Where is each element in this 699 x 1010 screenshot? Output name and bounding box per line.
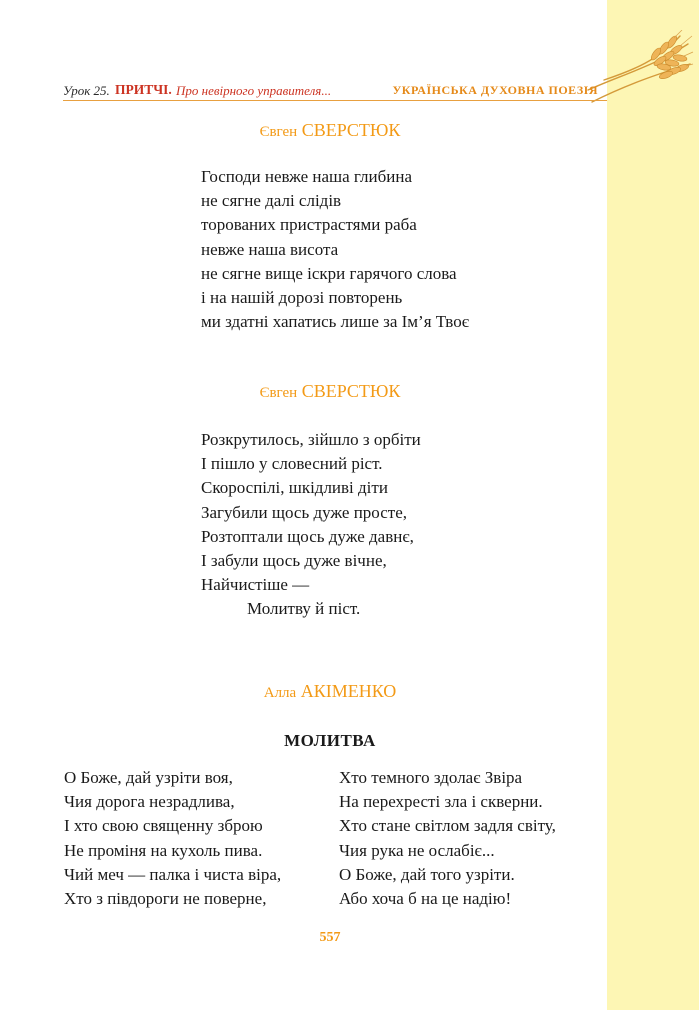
- author-last-name: АКІМЕНКО: [300, 681, 397, 701]
- poem-line: Господи невже наша глибина: [201, 167, 413, 186]
- poem-text: [201, 165, 469, 334]
- poem-line: Розтоптали щось дуже давнє,: [201, 526, 414, 546]
- poem-left-column: [64, 766, 281, 911]
- author-last-name: СВЕРСТЮК: [301, 381, 401, 401]
- author-last-name: СВЕРСТЮК: [301, 120, 401, 140]
- poem-line: О Боже, дай того узріти.: [339, 864, 515, 884]
- poem-line: не сягне далі слідів: [201, 191, 342, 211]
- author-first-name: Алла: [263, 685, 297, 701]
- poem-line: Хто з півдороги не поверне,: [64, 889, 267, 909]
- poem-text: [201, 428, 421, 622]
- lesson-number: Урок 25.: [63, 83, 110, 98]
- running-header: [63, 81, 598, 101]
- poem-line: Чий меч — палка і чиста віра,: [64, 864, 282, 884]
- lesson-title: Про невірного управителя...: [176, 83, 332, 98]
- poem-line: І хто свою священну зброю: [64, 816, 263, 836]
- poem-line: і на нашій дорозі повторень: [201, 288, 403, 308]
- author-heading: [0, 120, 660, 141]
- poem-line: Хто темного здолає Звіра: [339, 768, 523, 787]
- poem-line: не сягне вище іскри гарячого слова: [201, 263, 457, 283]
- chapter-title: УКРАЇНСЬКА ДУХОВНА ПОЕЗІЯ: [392, 83, 598, 97]
- poem-line: Чия рука не ослабіє...: [339, 840, 495, 860]
- poem-line: Молитву й піст.: [247, 599, 361, 619]
- poem-line: Скороспілі, шкідливі діти: [201, 478, 388, 498]
- poem-line: О Боже, дай узріти воя,: [64, 768, 233, 787]
- header-rule: [63, 100, 607, 101]
- wheat-icon: [584, 30, 694, 116]
- poem-line: Не проміня на кухоль пива.: [64, 840, 263, 860]
- page-number: 557: [319, 930, 341, 945]
- author-heading: [0, 681, 660, 702]
- author-first-name: Євген: [259, 124, 298, 140]
- poem-line: Розкрутилось, зійшло з орбіти: [201, 430, 421, 449]
- poem-line: Чия дорога незрадлива,: [64, 792, 235, 812]
- author-heading: [0, 381, 660, 402]
- side-band: [607, 0, 699, 1010]
- poem-line: Хто стане світлом задля світу,: [339, 816, 556, 836]
- poem-line: торованих пристрастями раба: [201, 215, 417, 235]
- poem-line: Найчистіше —: [201, 575, 310, 595]
- poem-line: Або хоча б на це надію!: [339, 889, 512, 909]
- section-label: ПРИТЧІ.: [115, 82, 172, 97]
- poem-line: На перехресті зла і скверни.: [339, 792, 543, 812]
- poem-line: І пішло у словесний ріст.: [201, 454, 383, 474]
- poem-line: ми здатні хапатись лише за Ім’я Твоє: [201, 312, 470, 332]
- poem-line: Загубили щось дуже просте,: [201, 502, 407, 522]
- author-first-name: Євген: [259, 385, 298, 401]
- poem-right-column: [339, 766, 556, 911]
- poem-line: І забули щось дуже вічне,: [201, 551, 387, 571]
- poem-title: МОЛИТВА: [284, 731, 376, 750]
- poem-line: невже наша висота: [201, 239, 339, 259]
